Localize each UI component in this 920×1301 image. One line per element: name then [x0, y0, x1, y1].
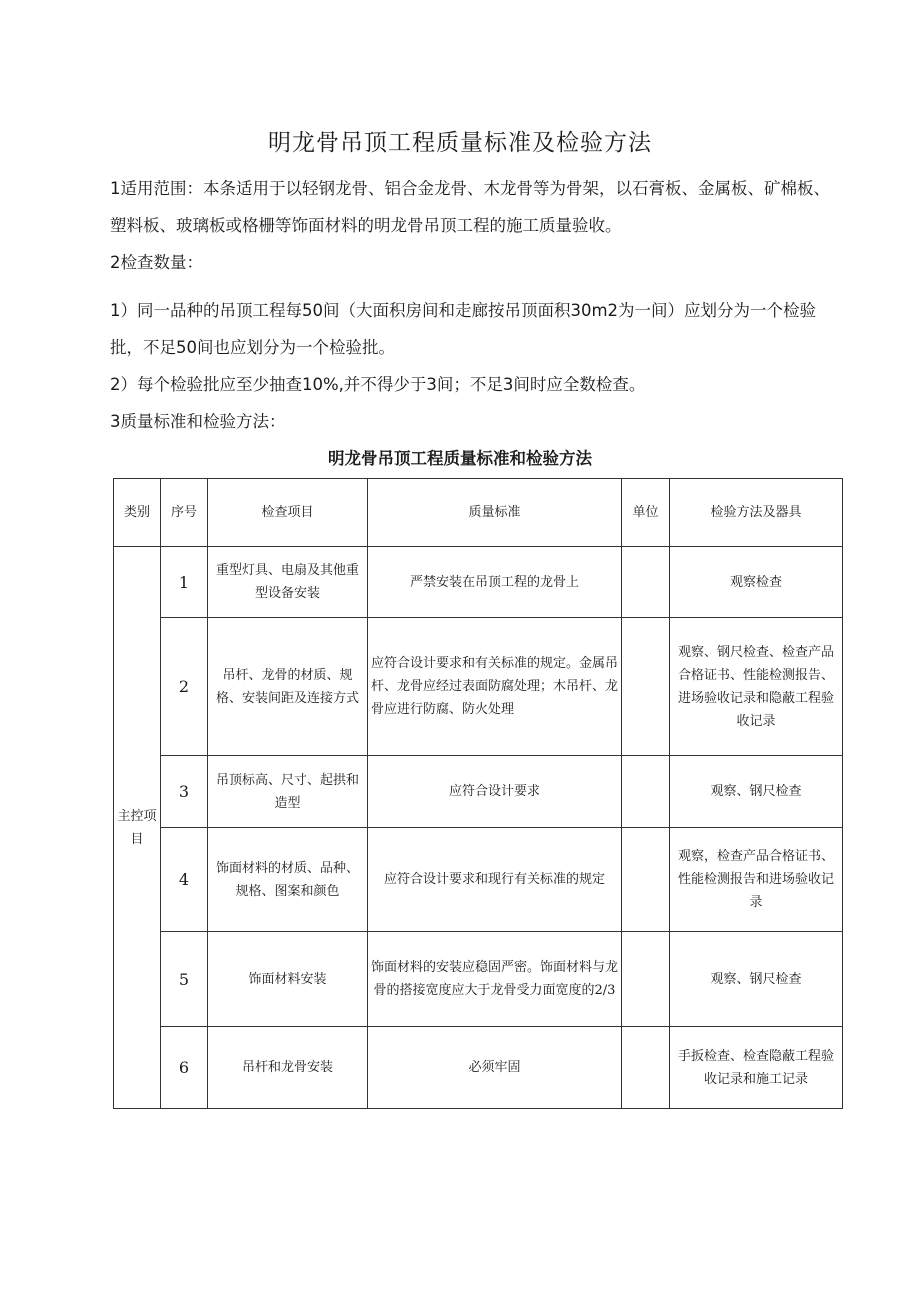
item-cell: 饰面材料的材质、品种、规格、图案和颜色 — [208, 828, 368, 932]
table-row — [114, 547, 843, 618]
method-cell: 观察、钢尺检查 — [670, 932, 843, 1027]
unit-cell — [622, 932, 670, 1027]
unit-cell — [622, 756, 670, 828]
method-cell: 观察，检查产品合格证书、性能检测报告和进场验收记录 — [670, 828, 843, 932]
unit-cell — [622, 1027, 670, 1109]
unit-cell — [622, 828, 670, 932]
header-seq: 序号 — [161, 479, 208, 547]
method-cell: 观察检查 — [670, 547, 843, 618]
quantity-rule-2: 2）每个检验批应至少抽查10%,并不得少于3间；不足3间时应全数检查。 — [110, 375, 646, 394]
table-row — [114, 756, 843, 828]
header-category: 类别 — [114, 479, 161, 547]
seq-cell: 2 — [161, 618, 208, 756]
item-cell: 重型灯具、电扇及其他重型设备安装 — [208, 547, 368, 618]
seq-cell: 3 — [161, 756, 208, 828]
method-cell: 观察、钢尺检查、检查产品合格证书、性能检测报告、进场验收记录和隐蔽工程验收记录 — [670, 618, 843, 756]
seq-cell: 5 — [161, 932, 208, 1027]
item-cell: 吊杆和龙骨安装 — [208, 1027, 368, 1109]
document-title: 明龙骨吊顶工程质量标准及检验方法 — [268, 130, 652, 156]
standard-cell: 应符合设计要求 — [368, 756, 622, 828]
quantity-rule-1: 1）同一品种的吊顶工程每50间（大面积房间和走廊按吊顶面积30m2为一间）应划分为一个检验批，不足50间也应划分为一个检验批。 — [110, 301, 817, 357]
standard-cell: 严禁安装在吊顶工程的龙骨上 — [368, 547, 622, 618]
standard-heading: 3质量标准和检验方法： — [110, 412, 286, 431]
table-row — [114, 618, 843, 756]
header-unit: 单位 — [622, 479, 670, 547]
unit-cell — [622, 618, 670, 756]
header-standard: 质量标准 — [368, 479, 622, 547]
table-row — [114, 828, 843, 932]
seq-cell: 4 — [161, 828, 208, 932]
standard-cell: 必须牢固 — [368, 1027, 622, 1109]
seq-cell: 1 — [161, 547, 208, 618]
standard-cell: 应符合设计要求和现行有关标准的规定 — [368, 828, 622, 932]
quality-standard-table — [113, 478, 843, 1109]
method-cell: 手扳检查、检查隐蔽工程验收记录和施工记录 — [670, 1027, 843, 1109]
item-cell: 吊顶标高、尺寸、起拱和造型 — [208, 756, 368, 828]
method-cell: 观察、钢尺检查 — [670, 756, 843, 828]
seq-cell: 6 — [161, 1027, 208, 1109]
scope-paragraph: 1适用范围：本条适用于以轻钢龙骨、铝合金龙骨、木龙骨等为骨架，以石膏板、金属板、矿棉板、塑料板、玻璃板或格栅等饰面材料的明龙骨吊顶工程的施工质量验收。 — [110, 179, 830, 235]
standard-cell: 应符合设计要求和有关标准的规定。金属吊杆、龙骨应经过表面防腐处理；木吊杆、龙骨应进行防腐、防火处理 — [368, 618, 622, 756]
unit-cell — [622, 547, 670, 618]
header-method: 检验方法及器具 — [670, 479, 843, 547]
table-row — [114, 1027, 843, 1109]
item-cell: 饰面材料安装 — [208, 932, 368, 1027]
standard-cell: 饰面材料的安装应稳固严密。饰面材料与龙骨的搭接宽度应大于龙骨受力面宽度的2/3 — [368, 932, 622, 1027]
header-item: 检查项目 — [208, 479, 368, 547]
category-cell: 主控项目 — [114, 547, 161, 1109]
table-row — [114, 932, 843, 1027]
item-cell: 吊杆、龙骨的材质、规格、安装间距及连接方式 — [208, 618, 368, 756]
table-header-row — [114, 479, 843, 547]
quantity-heading: 2检查数量： — [110, 253, 203, 272]
table-title: 明龙骨吊顶工程质量标准和检验方法 — [328, 449, 592, 468]
